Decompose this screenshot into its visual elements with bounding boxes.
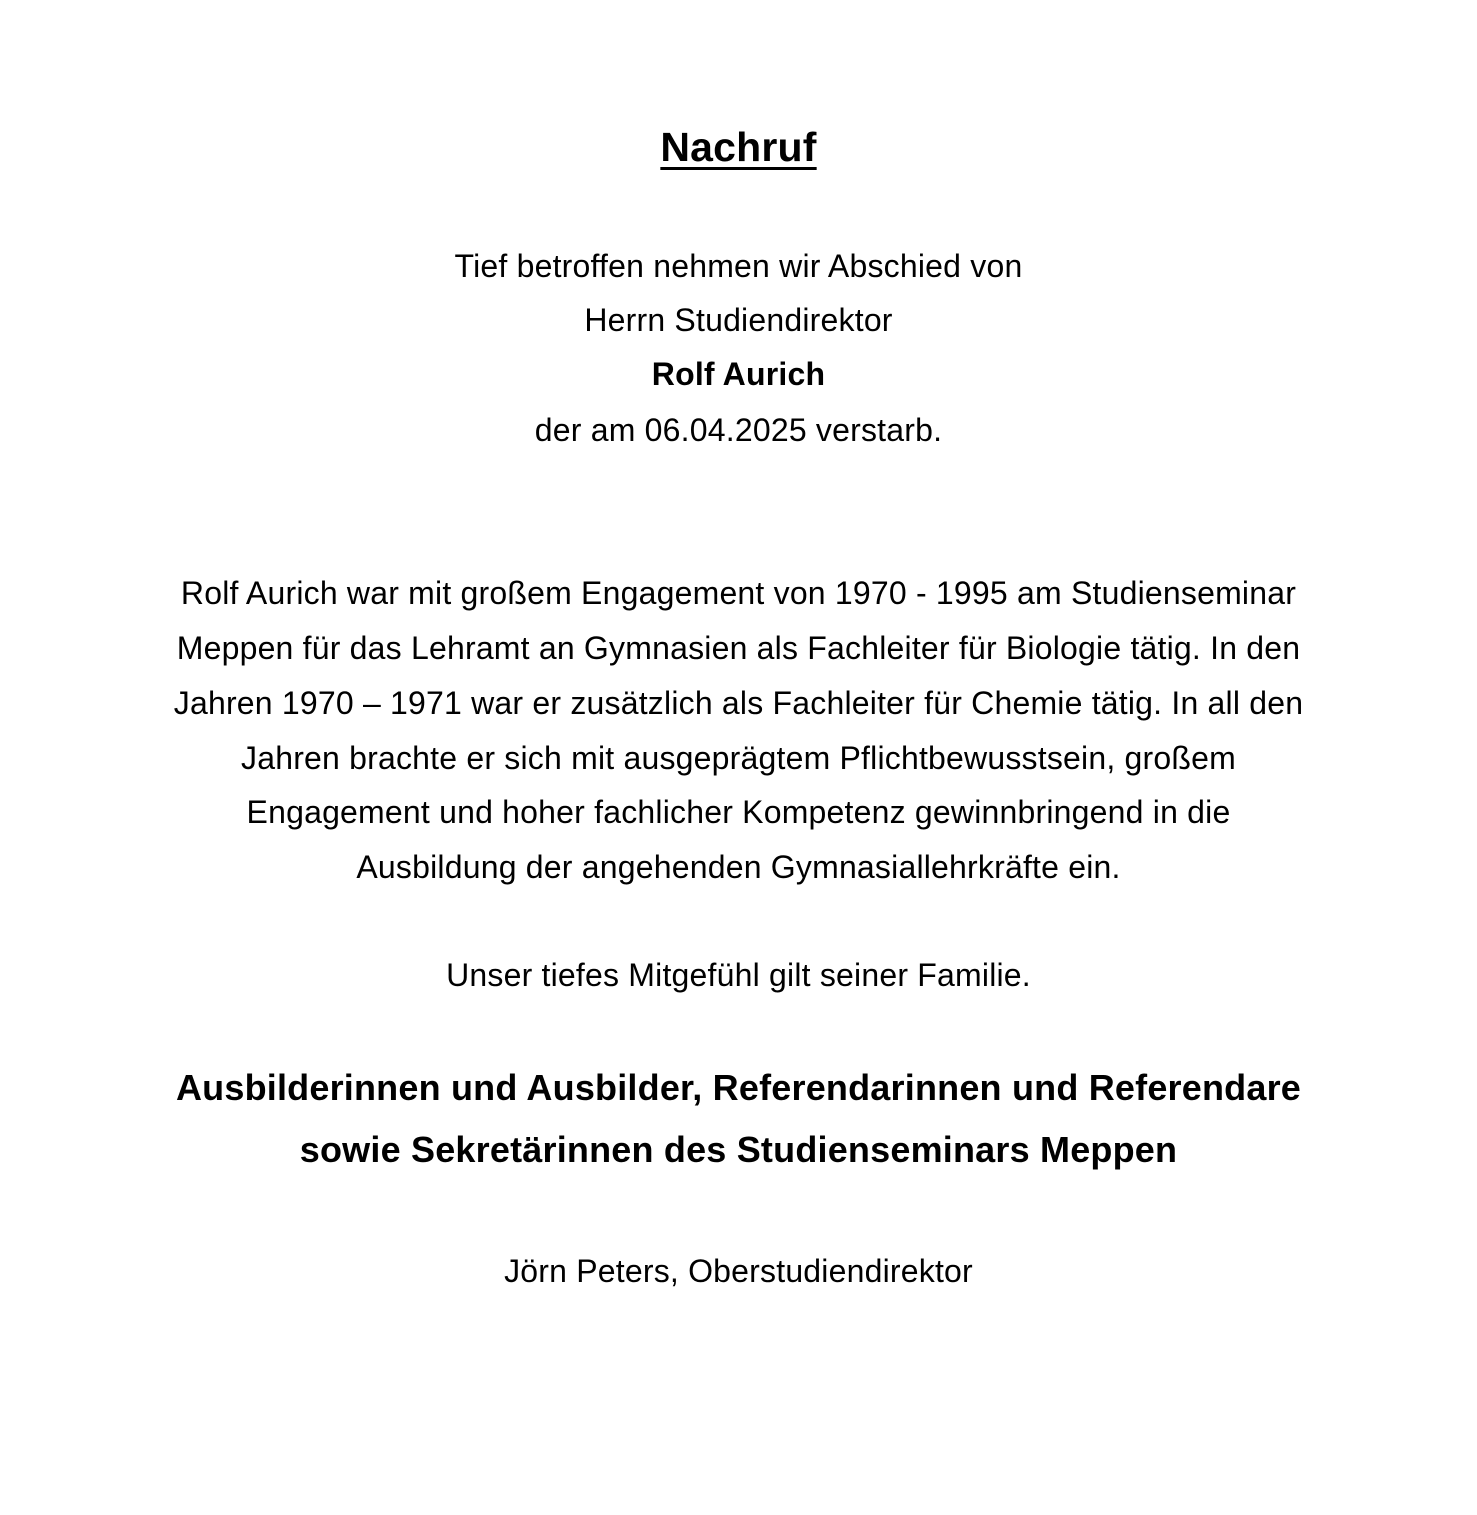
intro-line-4: der am 06.04.2025 verstarb.	[534, 412, 943, 448]
body-line-3: Jahren 1970 – 1971 war er zusätzlich als Fachleiter für Chemie tätig. In all den	[173, 685, 1304, 721]
signature-text: Jörn Peters, Oberstudiendirektor	[504, 1253, 973, 1289]
signatories-line-2: sowie Sekretärinnen des Studienseminars Meppen	[299, 1129, 1178, 1170]
body-line-5: Engagement und hoher fachlicher Kompetenz gewinnbringend in die	[246, 794, 1231, 830]
intro-line-2: Herrn Studiendirektor	[584, 302, 893, 338]
body-line-4: Jahren brachte er sich mit ausgeprägtem Pflichtbewusstsein, großem	[241, 740, 1236, 776]
condolence-text: Unser tiefes Mitgefühl gilt seiner Familie.	[446, 957, 1031, 993]
body-line-6: Ausbildung der angehenden Gymnasiallehrkräfte ein.	[356, 849, 1121, 885]
signatories-line-1: Ausbilderinnen und Ausbilder, Referendarinnen und Referendare	[175, 1067, 1302, 1108]
body-line-2: Meppen für das Lehramt an Gymnasien als Fachleiter für Biologie tätig. In den	[176, 630, 1301, 666]
page-title: Nachruf	[660, 124, 817, 170]
intro-line-1: Tief betroffen nehmen wir Abschied von	[454, 248, 1023, 284]
deceased-name: Rolf Aurich	[651, 356, 826, 392]
body-line-1: Rolf Aurich war mit großem Engagement von 1970 - 1995 am Studienseminar	[180, 575, 1297, 611]
